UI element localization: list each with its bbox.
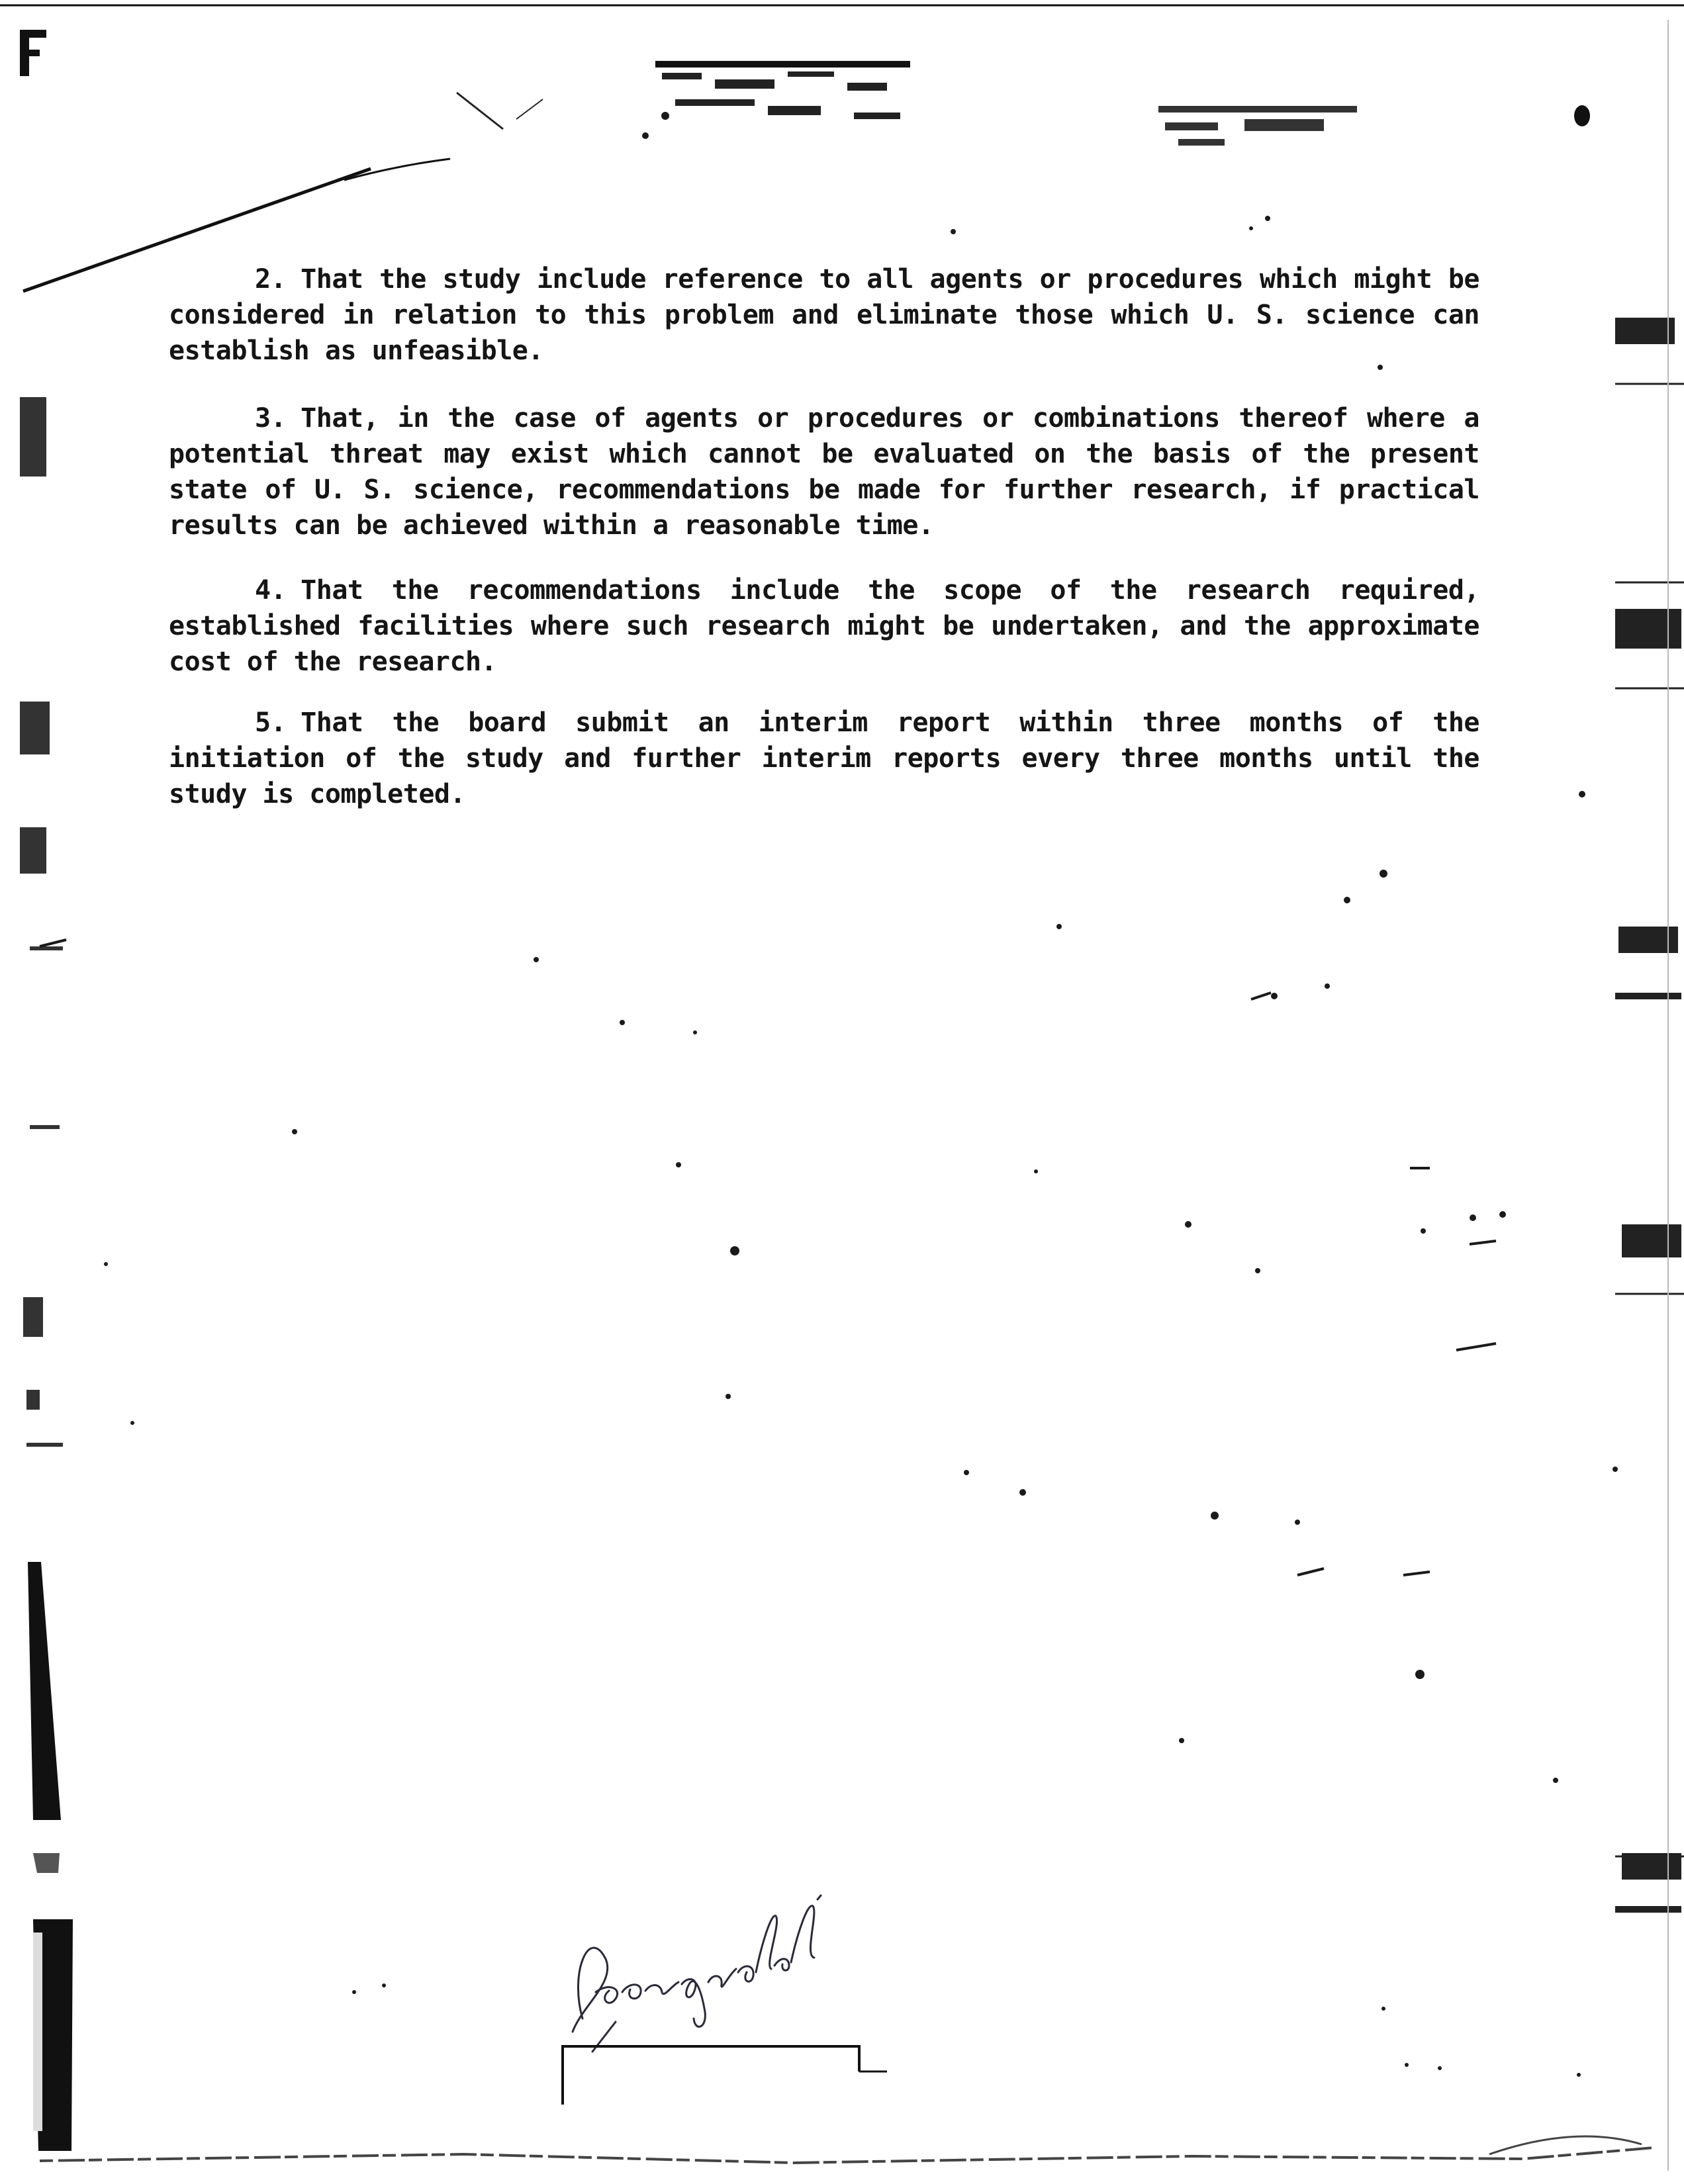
paragraph-text: That the board submit an interim report within three months of the initiation of the study and further interim reports every three months until the study is completed. [169, 707, 1479, 809]
paragraph-number: 4. [255, 575, 287, 606]
paragraph-text: That, in the case of agents or procedures or combinations thereof where a potential threat may exist which cannot be evaluated on the basis of the present state of U. S. science, recommendations be made for further research, if practical results can be achieved within a reasonable time. [169, 403, 1479, 541]
paragraph-number: 3. [255, 403, 287, 433]
paragraph-2 [169, 261, 1479, 369]
paragraph-4 [169, 572, 1479, 680]
paragraph-number: 5. [255, 707, 287, 738]
paragraph-5 [169, 705, 1479, 812]
paragraph-text: That the recommendations include the scope of the research required, established facilities where such research might be undertaken, and the approximate cost of the research. [169, 575, 1479, 677]
paragraph-number: 2. [255, 264, 287, 295]
handwritten-signature [543, 1840, 913, 2105]
paragraph-text: That the study include reference to all agents or procedures which might be considered in relation to this problem and eliminate those which U. S. science can establish as unfeasible. [169, 264, 1479, 366]
paragraph-3 [169, 400, 1479, 543]
